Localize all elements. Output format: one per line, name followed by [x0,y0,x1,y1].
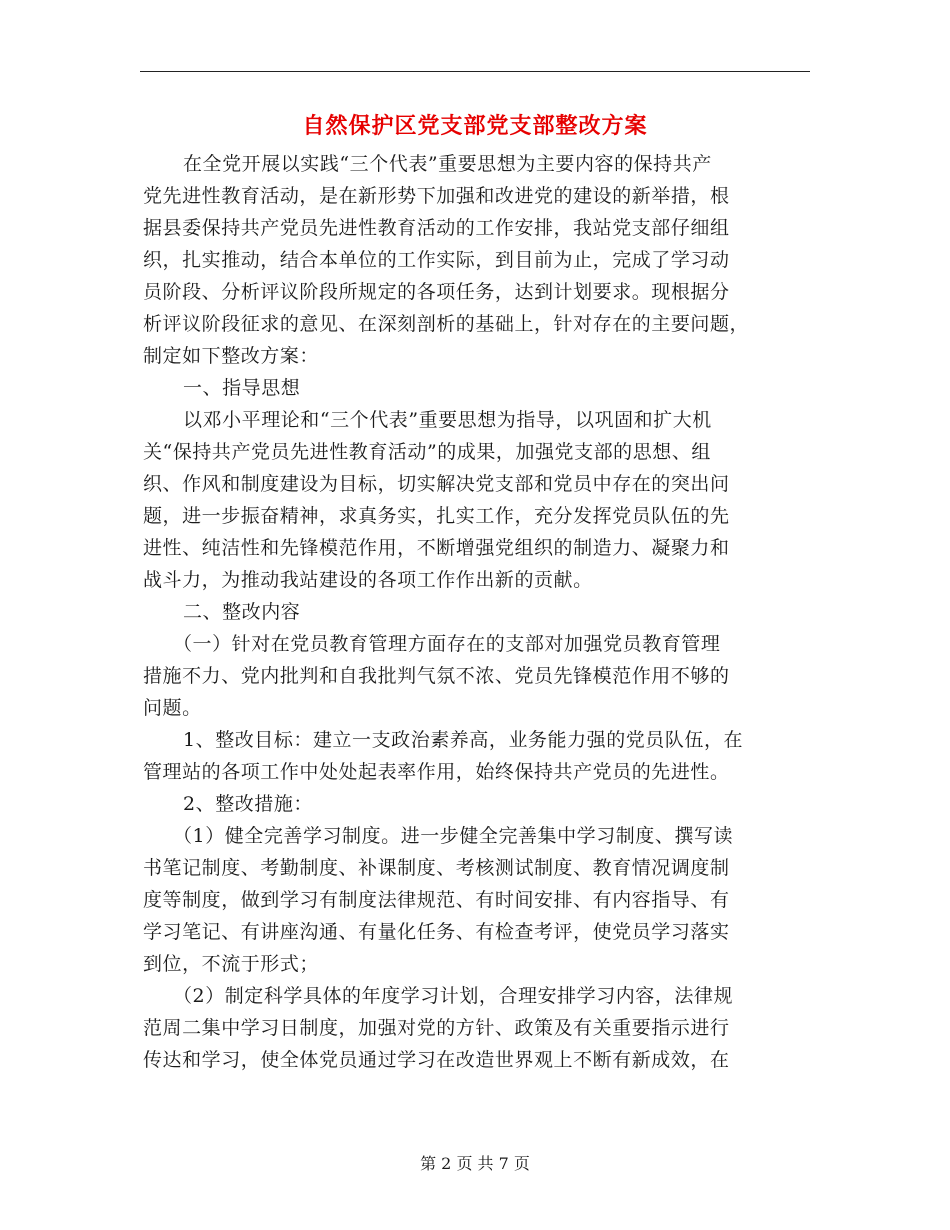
paragraph-line: 传达和学习，使全体党员通过学习在改造世界观上不断有新成效，在 [143,1049,730,1071]
paragraph-line: 析评议阶段征求的意见、在深刻剖析的基础上，针对存在的主要问题， [143,313,750,335]
paragraph-line: 1、整改目标：建立一支政治素养高，业务能力强的党员队伍，在 [183,729,744,751]
paragraph-line: 战斗力，为推动我站建设的各项工作作出新的贡献。 [143,569,593,591]
paragraph-line: 制定如下整改方案： [143,345,319,367]
paragraph-line: （一）针对在党员教育管理方面存在的支部对加强党员教育管理 [173,633,721,655]
paragraph-line: 员阶段、分析评议阶段所规定的各项任务，达到计划要求。现根据分 [143,281,730,303]
paragraph-line: 关“保持共产党员先进性教育活动”的成果，加强党支部的思想、组 [143,441,711,463]
paragraph-line: （1）健全完善学习制度。进一步健全完善集中学习制度、撰写读 [173,825,734,847]
paragraph-line: 以邓小平理论和“三个代表”重要思想为指导，以巩固和扩大机 [183,409,712,431]
paragraph-line: 书笔记制度、考勤制度、补课制度、考核测试制度、教育情况调度制 [143,857,730,879]
paragraph-line: 织，扎实推动，结合本单位的工作实际，到目前为止，完成了学习动 [143,249,730,271]
paragraph-line: 范周二集中学习日制度，加强对党的方针、政策及有关重要指示进行 [143,1017,730,1039]
paragraph-line: 学习笔记、有讲座沟通、有量化任务、有检查考评，使党员学习落实 [143,921,730,943]
document-title: 自然保护区党支部党支部整改方案 [302,113,648,139]
page-number-footer: 第 2 页 共 7 页 [420,1154,530,1173]
paragraph-line: 织、作风和制度建设为目标，切实解决党支部和党员中存在的突出问 [143,473,730,495]
paragraph-line: 进性、纯洁性和先锋模范作用，不断增强党组织的制造力、凝聚力和 [143,537,730,559]
paragraph-line: （2）制定科学具体的年度学习计划，合理安排学习内容，法律规 [173,985,734,1007]
paragraph-line: 度等制度，做到学习有制度法律规范、有时间安排、有内容指导、有 [143,889,730,911]
paragraph-line: 措施不力、党内批判和自我批判气氛不浓、党员先锋模范作用不够的 [143,665,730,687]
paragraph-line: 到位，不流于形式； [143,953,319,975]
document-body [143,148,813,1076]
paragraph-line: 管理站的各项工作中处处起表率作用，始终保持共产党员的先进性。 [143,761,730,783]
paragraph-line: 在全党开展以实践“三个代表”重要思想为主要内容的保持共产 [183,153,712,175]
paragraph-line: 据县委保持共产党员先进性教育活动的工作安排，我站党支部仔细组 [143,217,730,239]
header-rule [140,71,810,72]
paragraph-line: 2、整改措施： [183,793,313,815]
paragraph-line: 题，进一步振奋精神，求真务实，扎实工作，充分发挥党员队伍的先 [143,505,730,527]
section-heading: 一、指导思想 [183,377,301,399]
section-heading: 二、整改内容 [183,601,301,623]
paragraph-line: 问题。 [143,697,202,719]
paragraph-line: 党先进性教育活动，是在新形势下加强和改进党的建设的新举措，根 [143,185,730,207]
